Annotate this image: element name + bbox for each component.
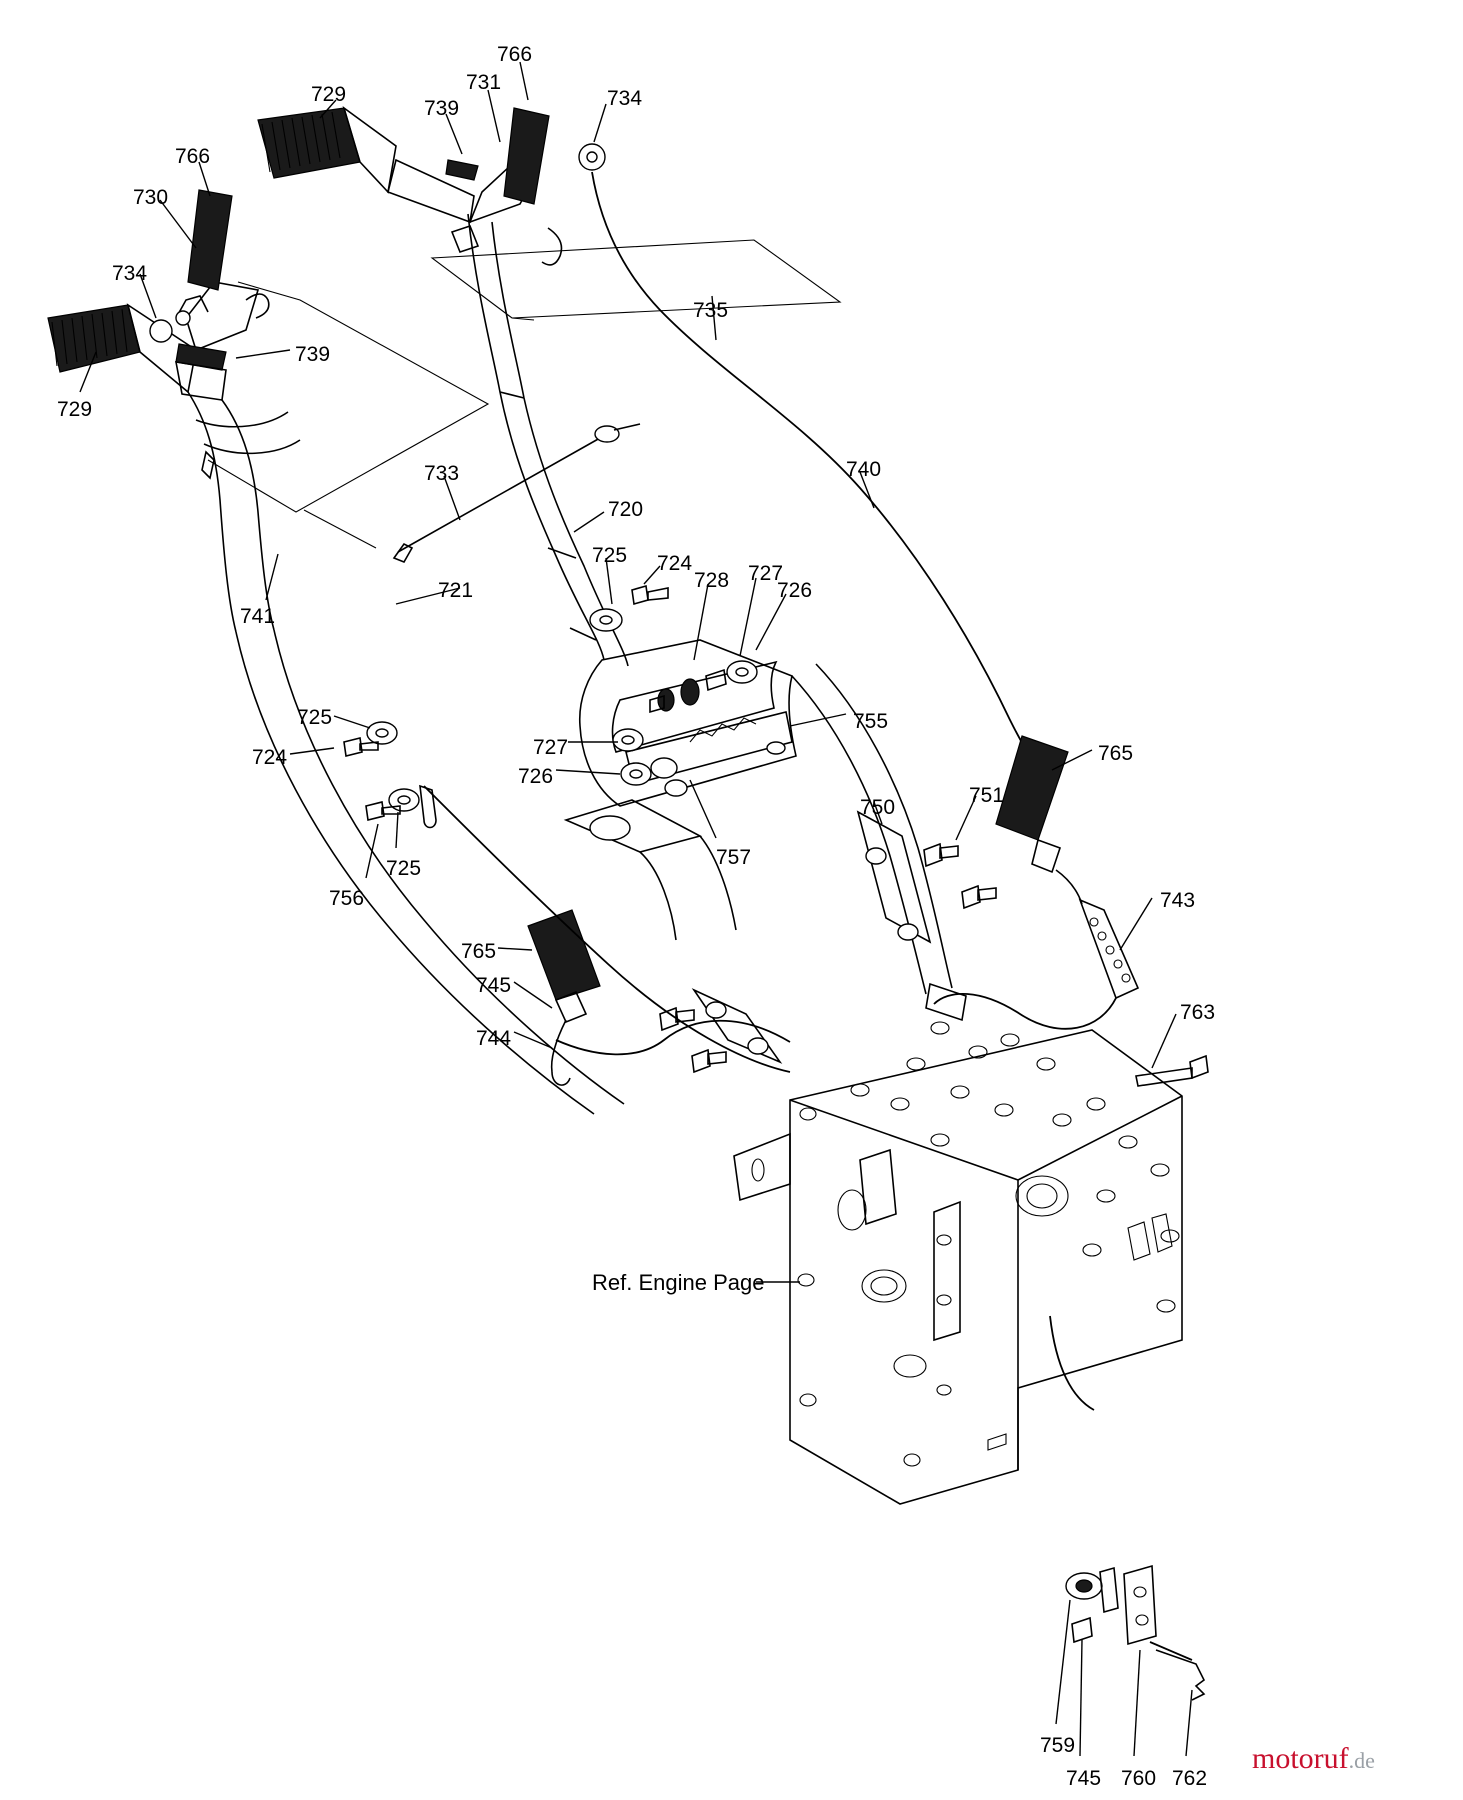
callout-740: 740 xyxy=(846,458,882,481)
callout-729-left: 729 xyxy=(57,398,93,421)
handle-grip-left xyxy=(48,305,196,392)
callout-739-left: 739 xyxy=(295,343,331,366)
spring-743 xyxy=(934,900,1138,1029)
watermark xyxy=(1252,1742,1375,1776)
callout-762: 762 xyxy=(1172,1767,1208,1790)
callout-725-lower: 725 xyxy=(386,857,422,880)
callout-726-lower: 726 xyxy=(518,765,554,788)
callout-760: 760 xyxy=(1121,1767,1157,1790)
callout-766-left: 766 xyxy=(175,145,211,168)
callout-721: 721 xyxy=(438,579,474,602)
callout-730: 730 xyxy=(133,186,169,209)
callout-734-right: 734 xyxy=(607,87,643,110)
callout-756: 756 xyxy=(329,887,365,910)
handle-upright-left-lower xyxy=(236,630,624,1114)
callout-766-upper: 766 xyxy=(497,43,533,66)
callout-759: 759 xyxy=(1040,1734,1076,1757)
callout-751: 751 xyxy=(969,784,1005,807)
callout-745-lower: 745 xyxy=(1066,1767,1102,1790)
callout-728: 728 xyxy=(694,569,730,592)
fasteners-left-lower xyxy=(344,722,436,828)
callout-726-upper: 726 xyxy=(777,579,813,602)
callout-744: 744 xyxy=(476,1027,512,1050)
callout-725-mid: 725 xyxy=(297,706,333,729)
callout-757: 757 xyxy=(716,846,752,869)
leader-lines xyxy=(80,62,1192,1756)
callout-725-upper: 725 xyxy=(592,544,628,567)
callout-750: 750 xyxy=(860,796,896,819)
reference-note: Ref. Engine Page xyxy=(592,1270,765,1295)
callout-741: 741 xyxy=(240,605,276,628)
callout-727-upper: 727 xyxy=(748,562,784,585)
control-plate-left xyxy=(176,344,226,400)
rod-733 xyxy=(394,424,640,562)
callout-731: 731 xyxy=(466,71,502,94)
callout-733: 733 xyxy=(424,462,460,485)
callout-743: 743 xyxy=(1160,889,1196,912)
handle-grip-right xyxy=(258,108,474,222)
callout-727-lower: 727 xyxy=(533,736,569,759)
fasteners-control-panel xyxy=(590,586,757,796)
handle-bracket-right xyxy=(446,108,605,265)
watermark-suffix: .de xyxy=(1348,1748,1375,1773)
handle-bracket-left xyxy=(150,190,269,350)
callout-763: 763 xyxy=(1180,1001,1216,1024)
callout-729-right: 729 xyxy=(311,83,347,106)
callout-720: 720 xyxy=(608,498,644,521)
callout-765-right: 765 xyxy=(1098,742,1134,765)
callout-745-upper: 745 xyxy=(476,974,512,997)
engine-base-plate xyxy=(734,984,1182,1504)
callout-734-left: 734 xyxy=(112,262,148,285)
callout-739-upper: 739 xyxy=(424,97,460,120)
bracket-750 xyxy=(858,812,996,942)
callout-724-upper: 724 xyxy=(657,552,693,575)
callout-724-lower: 724 xyxy=(252,746,288,769)
callout-735: 735 xyxy=(693,299,729,322)
callout-765-left: 765 xyxy=(461,940,497,963)
lower-right-parts xyxy=(1050,1316,1204,1700)
callout-755: 755 xyxy=(853,710,889,733)
watermark-main: motoruf xyxy=(1252,1742,1349,1775)
